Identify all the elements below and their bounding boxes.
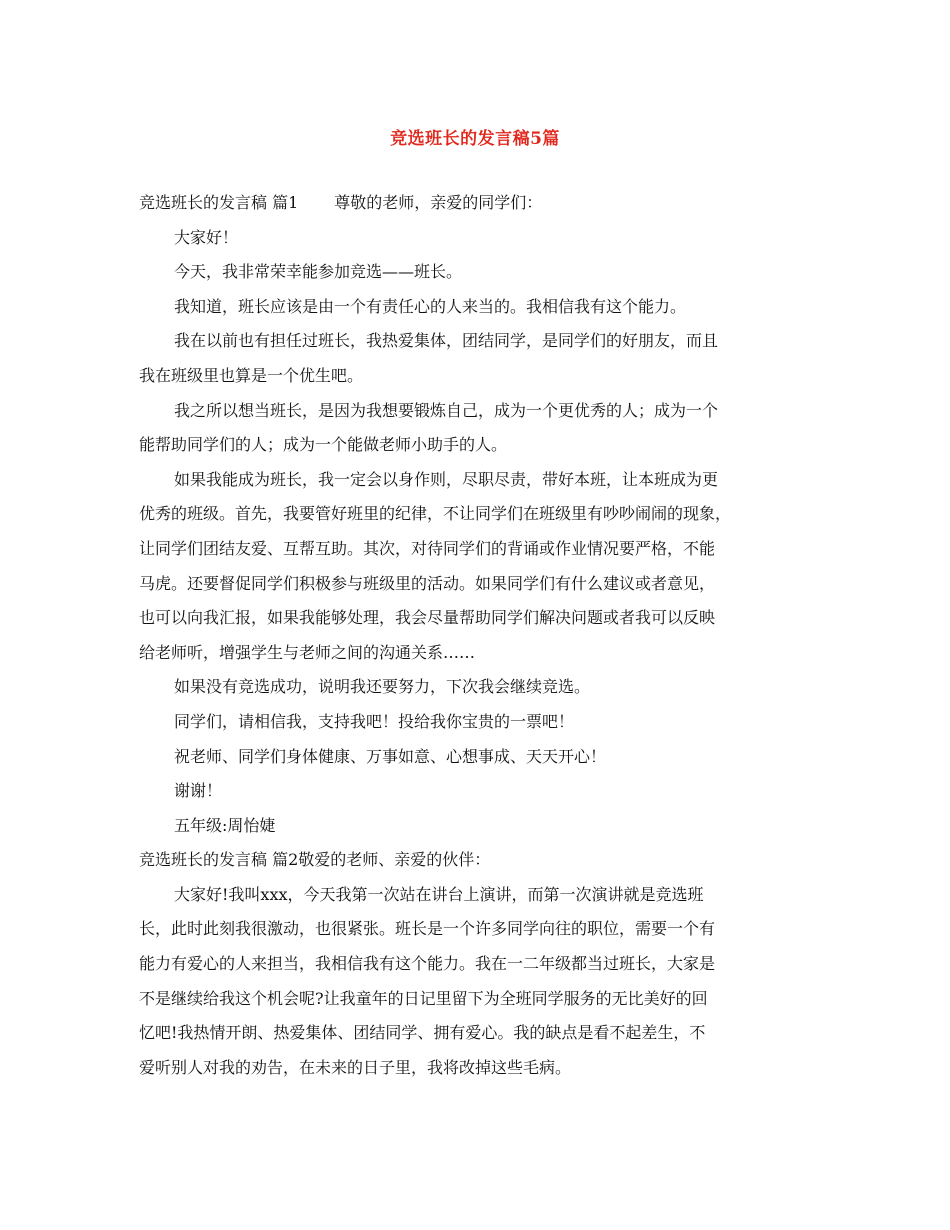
paragraph-line: 大家好!我叫xxx，今天我第一次站在讲台上演讲，而第一次演讲就是竞选班	[174, 884, 704, 904]
paragraph-line: 爱听别人对我的劝告，在未来的日子里，我将改掉这些毛病。	[139, 1057, 572, 1077]
paragraph-line: 给老师听，增强学生与老师之间的沟通关系……	[139, 642, 476, 662]
paragraph-line: 今天，我非常荣幸能参加竞选——班长。	[174, 262, 463, 282]
paragraph-line: 让同学们团结友爱、互帮互助。其次，对待同学们的背诵或作业情况要严格，不能	[139, 538, 716, 558]
speech1-heading: 竞选班长的发言稿 篇1	[139, 193, 299, 212]
paragraph-line: 如果没有竞选成功，说明我还要努力，下次我会继续竞选。	[174, 677, 591, 697]
paragraph-line: 忆吧!我热情开朗、热爱集体、团结同学、拥有爱心。我的缺点是看不起差生，不	[139, 1023, 706, 1043]
paragraph-line: 谢谢！	[174, 781, 223, 801]
paragraph-line: 不是继续给我这个机会呢?让我童年的日记里留下为全班同学服务的无比美好的回	[139, 988, 708, 1008]
paragraph-line: 马虎。还要督促同学们积极参与班级里的活动。如果同学们有什么建议或者意见，	[139, 573, 716, 593]
paragraph-line: 我知道，班长应该是由一个有责任心的人来当的。我相信我有这个能力。	[174, 296, 687, 316]
paragraph-line: 我在以前也有担任过班长，我热爱集体，团结同学，是同学们的好朋友，而且	[174, 331, 719, 351]
paragraph-line: 长，此时此刻我很激动，也很紧张。班长是一个许多同学向往的职位，需要一个有	[139, 919, 716, 939]
paragraph-line: 优秀的班级。首先，我要管好班里的纪律，不让同学们在班级里有吵吵闹闹的现象，	[139, 504, 732, 524]
paragraph-line: 如果我能成为班长，我一定会以身作则，尽职尽责，带好本班，让本班成为更	[174, 469, 719, 489]
paragraph-line: 也可以向我汇报，如果我能够处理，我会尽量帮助同学们解决问题或者我可以反映	[139, 608, 716, 628]
paragraph-line: 祝老师、同学们身体健康、万事如意、心想事成、天天开心！	[174, 746, 607, 766]
document-title: 竞选班长的发言稿5篇	[390, 129, 560, 149]
speech1-heading-line	[139, 186, 811, 221]
speech1-salutation: 尊敬的老师，亲爱的同学们：	[334, 193, 543, 212]
signature-line: 五年级:周怡婕	[174, 815, 276, 835]
document-body	[139, 186, 811, 1085]
paragraph-line: 大家好！	[174, 227, 239, 247]
paragraph-line: 能力有爱心的人来担当，我相信我有这个能力。我在一二年级都当过班长，大家是	[139, 954, 716, 974]
paragraph-line: 我在班级里也算是一个优生吧。	[139, 365, 364, 385]
paragraph-line: 我之所以想当班长，是因为我想要锻炼自己，成为一个更优秀的人；成为一个	[174, 400, 719, 420]
speech2-heading: 竞选班长的发言稿 篇2敬爱的老师、亲爱的伙伴：	[139, 850, 491, 870]
paragraph-line: 同学们，请相信我，支持我吧！投给我你宝贵的一票吧！	[174, 711, 575, 731]
paragraph-line: 能帮助同学们的人；成为一个能做老师小助手的人。	[139, 435, 508, 455]
